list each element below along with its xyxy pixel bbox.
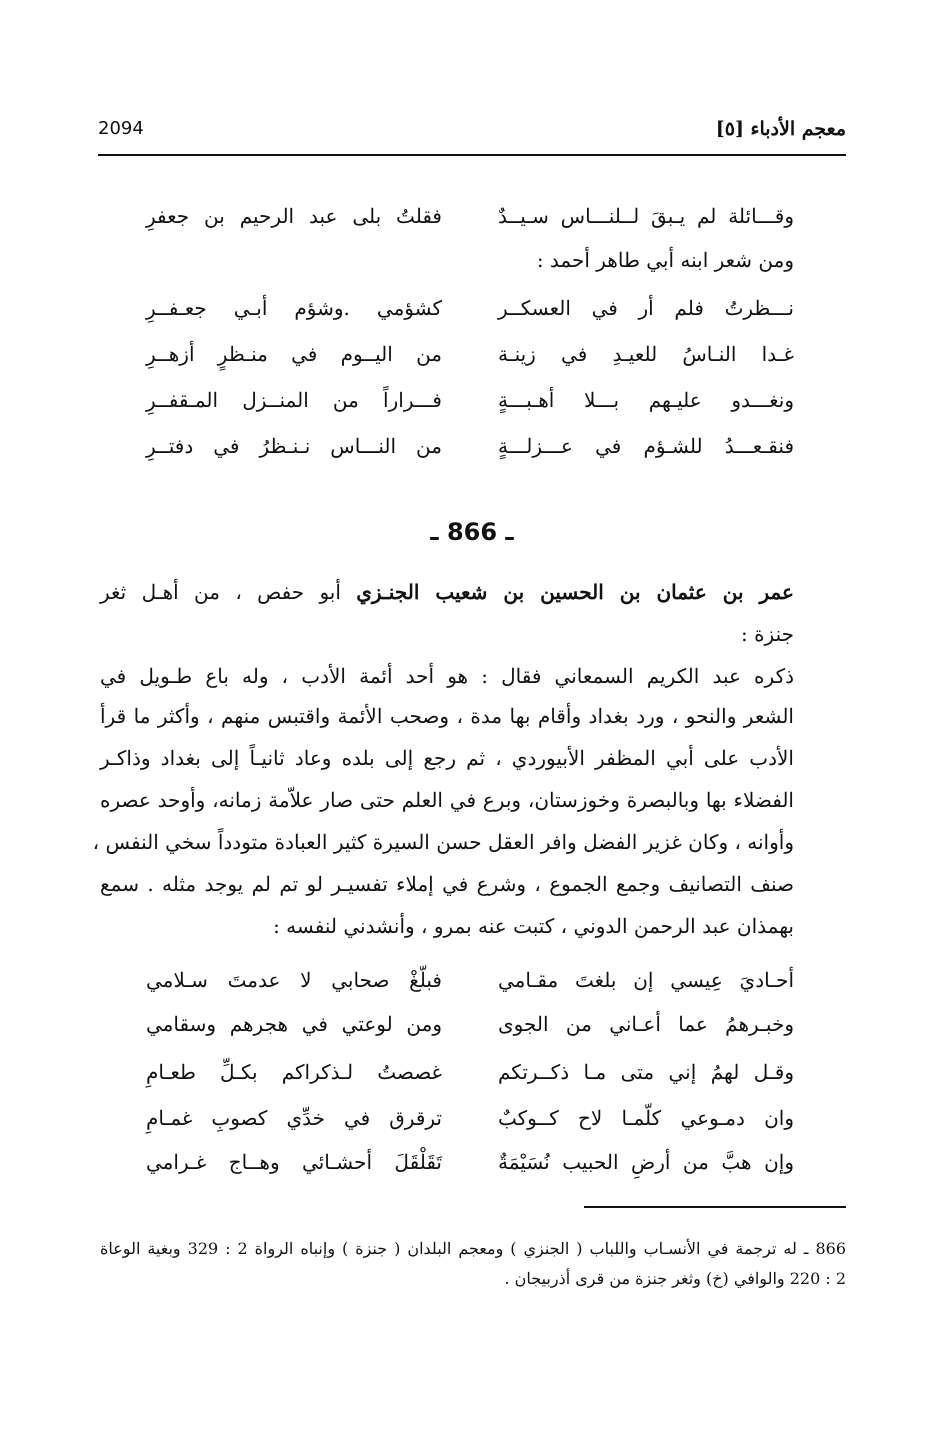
paragraph-line: الأدب على أبي المظفر الأبيوردي ، ثم رجع إلى بلده وعاد ثانيـاً إلى بغداد وذاكـر	[100, 746, 794, 770]
verse-first-hemistich: وقـــائلة لم يـبقَ لــلنـــاس سـيــدٌ	[498, 204, 794, 228]
page-number: 2094	[98, 118, 144, 139]
entry-heading-rest: أبو حفص ، من أهـل ثغر	[100, 580, 357, 604]
poem-verse	[146, 380, 794, 420]
poem-verse	[146, 1098, 794, 1138]
verse-first-hemistich: وان دمـوعي كلّمـا لاح كــوكبٌ	[498, 1106, 794, 1130]
footnote-line: 866 ـ له ترجمة في الأنسـاب واللباب ( الجنزي ) ومعجم البلدان ( جنزة ) وإنباه الرواة 2 : 329 وبغية الوعاة	[100, 1239, 847, 1258]
verse-first-hemistich: وخبـرهمُ عما أعـاني من الجوى	[498, 1012, 794, 1036]
entry-heading-continued: جنزة :	[740, 622, 794, 646]
book-title: معجم الأدباء [٥]	[715, 118, 846, 140]
poem-verse	[146, 426, 794, 466]
paragraph-line: ذكره عبد الكريم السمعاني فقال : هو أحد أئمة الأدب ، وله باع طـويل في	[100, 664, 794, 688]
footnote-divider	[584, 1206, 846, 1208]
verse-first-hemistich: نـــظرتُ فلم أر في العسكــر	[498, 296, 794, 320]
paragraph-line: وأوانه ، وكان غزير الفضل وافر العقل حسن السيرة كثير العبادة متودداً سخي النفس ،	[92, 830, 794, 854]
poem-verse	[146, 196, 794, 236]
verse-second-hemistich: ومن لوعتي في هجرهم وسقامي	[146, 1012, 442, 1036]
verse-first-hemistich: غـدا النـاسُ للعيـدِ في زينـة	[498, 342, 794, 366]
poem-verse	[146, 1004, 794, 1044]
verse-second-hemistich: فـــراراً من المنــزل المـقفــرِ	[146, 388, 442, 412]
verse-second-hemistich: فقلتُ بلى عبد الرحيم بن جعفرِ	[146, 204, 442, 228]
verse-second-hemistich: من اليــوم في منـظرٍ أزهــرِ	[146, 342, 442, 366]
verse-first-hemistich: وقـل لهمُ إني متى مـا ذكــرتكم	[498, 1060, 794, 1084]
verse-second-hemistich: ترقرق في خدِّي كصوبِ غمـامِ	[146, 1106, 442, 1130]
entry-heading	[100, 572, 794, 612]
verse-first-hemistich: ونغـــدو عليـهم بـــلا أهـبـــةٍ	[498, 388, 794, 412]
verse-first-hemistich: وإن هبَّ من أرضِ الحبيب نُسَيْمَةٌ	[498, 1150, 794, 1174]
verse-second-hemistich: تَقَلْقَلَ أحشـائي وهــاج غـرامي	[146, 1150, 442, 1174]
verse-first-hemistich: فنقـعـــدُ للشـؤم في عـــزلـــةٍ	[498, 434, 794, 458]
verse-second-hemistich: كشؤمي .وشؤم أبـي جعـفــرِ	[146, 296, 442, 320]
running-header	[98, 118, 846, 154]
footnote-line: 2 : 220 والوافي (خ) وثغر جنزة من قرى أذربيجان .	[504, 1269, 846, 1288]
paragraph-line: الفضلاء بها وبالبصرة وخوزستان، وبرع في العلم حتى صار علاّمة زمانه، وأوحد عصره	[100, 788, 794, 812]
paragraph-line: الشعر والنحو ، ورد بغداد وأقام بها مدة ، وصحب الأئمة واقتبس منهم ، وأكثر ما قرأ	[100, 704, 794, 728]
paragraph-line: صنف التصانيف وجمع الجموع ، وشرع في إملاء تفسيـر لو تم لم يوجد مثله . سمع	[100, 872, 794, 896]
poem-verse	[146, 960, 794, 1000]
verse-second-hemistich: غصصتُ لـذكراكم بكـلِّ طعـامِ	[146, 1060, 442, 1084]
poem-verse	[146, 1052, 794, 1092]
entry-number: ـ 866 ـ	[430, 518, 514, 546]
poem-verse	[146, 334, 794, 374]
verse-second-hemistich: من النـــاس نـنـظرُ في دفتــرِ	[146, 434, 442, 458]
poem-verse	[146, 1142, 794, 1182]
poem-intro: ومن شعر ابنه أبي طاهر أحمد :	[536, 248, 794, 272]
verse-second-hemistich: فبلّغْ صحابي لا عدمتَ سـلامي	[146, 968, 442, 992]
paragraph-line: بهمذان عبد الرحمن الدوني ، كتبت عنه بمرو ، وأنشدني لنفسه :	[273, 914, 794, 938]
header-divider	[98, 154, 846, 156]
entry-name: عمر بن عثمان بن الحسين بن شعيب الجنـزي	[356, 580, 794, 604]
verse-first-hemistich: أحـاديَ عِيسي إن بلغتَ مقـامي	[498, 968, 794, 992]
poem-verse	[146, 288, 794, 328]
